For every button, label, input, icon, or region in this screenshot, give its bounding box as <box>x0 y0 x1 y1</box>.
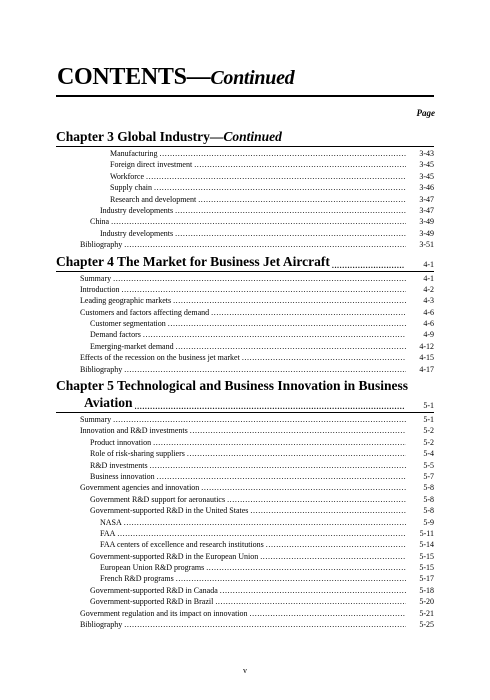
title-continued: Continued <box>210 67 295 89</box>
toc-entry-label: Supply chain <box>110 183 152 193</box>
toc-entry-label: Government-supported R&D in Brazil <box>90 597 214 607</box>
toc-entry <box>56 437 434 448</box>
toc-entry <box>56 619 434 630</box>
page-column-heading: Page <box>416 108 435 118</box>
chapter-4-page: 4-1 <box>423 259 434 269</box>
dot-leader <box>201 482 406 493</box>
toc-entry-page: 5-15 <box>419 563 434 573</box>
dot-leader <box>154 182 406 193</box>
toc-entry-label: Government R&D support for aeronautics <box>90 494 226 504</box>
toc-entry-label: NASA <box>100 517 122 527</box>
toc-entry <box>56 318 434 329</box>
toc-entry <box>56 505 434 516</box>
toc-entry-page: 5-8 <box>423 506 434 516</box>
toc-entry-label: Customer segmentation <box>90 319 166 329</box>
dot-leader <box>176 573 406 584</box>
toc-entry-label: Government-supported R&D in the European Union <box>90 551 259 561</box>
chapter-5-page: 5-1 <box>423 401 434 411</box>
chapter-5-rule <box>56 412 434 413</box>
toc-entry-label: Government agencies and innovation <box>80 483 200 493</box>
toc-entry <box>56 148 434 159</box>
toc-entry <box>56 482 434 493</box>
dot-leader <box>153 437 406 448</box>
toc-entries <box>56 126 434 630</box>
dot-leader <box>332 262 404 270</box>
toc-entry-page: 3-47 <box>419 194 434 204</box>
toc-entry <box>56 448 434 459</box>
toc-entry-label: Manufacturing <box>110 148 158 158</box>
footer-page-number: v <box>243 666 247 675</box>
dot-leader <box>260 551 406 562</box>
title-rule <box>56 95 434 97</box>
chapter-5-heading <box>56 394 434 411</box>
toc-entry-page: 4-6 <box>423 319 434 329</box>
toc-entry-page: 5-25 <box>419 620 434 630</box>
chapter-5-entries <box>56 414 434 630</box>
dot-leader <box>135 403 404 411</box>
chapter-4-entries <box>56 273 434 376</box>
dot-leader <box>124 239 406 250</box>
toc-entry-label: Business innovation <box>90 471 155 481</box>
toc-entry-label: Product innovation <box>90 437 152 447</box>
dot-leader <box>122 284 406 295</box>
toc-entry-page: 3-49 <box>419 217 434 227</box>
dot-leader <box>211 307 406 318</box>
dot-leader <box>124 364 406 375</box>
dot-leader <box>146 171 406 182</box>
dot-leader <box>143 329 406 340</box>
toc-entry-page: 5-7 <box>423 471 434 481</box>
toc-entry <box>56 494 434 505</box>
toc-entry <box>56 562 434 573</box>
toc-entry-page: 5-21 <box>419 608 434 618</box>
toc-entry-label: Emerging-market demand <box>90 341 174 351</box>
toc-entry <box>56 273 434 284</box>
toc-entry-label: French R&D programs <box>100 574 174 584</box>
toc-entry <box>56 307 434 318</box>
dot-leader <box>176 341 406 352</box>
dot-leader <box>266 539 406 550</box>
toc-entry-page: 4-3 <box>423 296 434 306</box>
toc-entry-page: 4-1 <box>423 273 434 283</box>
toc-entry <box>56 228 434 239</box>
toc-entry-page: 3-51 <box>419 240 434 250</box>
toc-entry-label: Summary <box>80 415 112 425</box>
toc-entry-page: 5-11 <box>419 528 434 538</box>
toc-entry-label: Innovation and R&D investments <box>80 426 188 436</box>
dot-leader <box>190 425 406 436</box>
toc-entry-page: 5-8 <box>423 494 434 504</box>
toc-entry-page: 4-12 <box>419 341 434 351</box>
chapter-3-label: Chapter 3 Global Industry—Continued <box>56 129 282 144</box>
toc-entry <box>56 295 434 306</box>
toc-entry <box>56 528 434 539</box>
toc-entry-page: 5-15 <box>419 551 434 561</box>
toc-entry-page: 3-43 <box>419 148 434 158</box>
dot-leader <box>187 448 406 459</box>
dot-leader <box>250 608 406 619</box>
toc-entry-label: Government regulation and its impact on innovation <box>80 608 248 618</box>
toc-entry <box>56 205 434 216</box>
toc-entry <box>56 608 434 619</box>
toc-entry-page: 4-2 <box>423 284 434 294</box>
toc-entry-label: FAA centers of excellence and research institutions <box>100 540 264 550</box>
toc-entry-label: Leading geographic markets <box>80 296 172 306</box>
dot-leader <box>157 471 406 482</box>
toc-entry <box>56 471 434 482</box>
dot-leader <box>242 352 406 363</box>
dot-leader <box>150 460 406 471</box>
dot-leader <box>168 318 406 329</box>
toc-entry-page: 5-20 <box>419 597 434 607</box>
toc-entry-label: Industry developments <box>100 205 174 215</box>
toc-entry <box>56 460 434 471</box>
toc-entry-label: Summary <box>80 273 112 283</box>
toc-entry-label: Government-supported R&D in the United States <box>90 506 249 516</box>
dot-leader <box>175 228 406 239</box>
dot-leader <box>113 273 406 284</box>
chapter-3-entries <box>56 148 434 251</box>
chapter-4-label: Chapter 4 The Market for Business Jet Aircraft <box>56 253 330 269</box>
toc-entry-label: Industry developments <box>100 228 174 238</box>
dot-leader <box>206 562 406 573</box>
toc-entry <box>56 159 434 170</box>
toc-entry <box>56 171 434 182</box>
toc-entry-label: Bibliography <box>80 620 123 630</box>
toc-entry-label: Customers and factors affecting demand <box>80 307 210 317</box>
toc-entry <box>56 539 434 550</box>
toc-entry-page: 5-4 <box>423 449 434 459</box>
toc-entry-page: 5-5 <box>423 460 434 470</box>
title-main: CONTENTS— <box>57 64 211 90</box>
toc-entry-page: 5-9 <box>423 517 434 527</box>
toc-entry-page: 3-49 <box>419 228 434 238</box>
dot-leader <box>160 148 406 159</box>
toc-entry-page: 3-47 <box>419 205 434 215</box>
toc-entry-label: Foreign direct investment <box>110 160 193 170</box>
toc-entry-page: 5-1 <box>423 415 434 425</box>
dot-leader <box>215 596 406 607</box>
toc-entry <box>56 352 434 363</box>
toc-entry-label: Workforce <box>110 171 145 181</box>
toc-entry-label: R&D investments <box>90 460 148 470</box>
toc-entry <box>56 284 434 295</box>
dot-leader <box>220 585 406 596</box>
page-title <box>57 64 294 91</box>
toc-entry <box>56 551 434 562</box>
toc-entry <box>56 341 434 352</box>
toc-entry-page: 5-14 <box>419 540 434 550</box>
toc-entry-label: Introduction <box>80 284 120 294</box>
toc-entry-page: 3-45 <box>419 160 434 170</box>
toc-entry <box>56 596 434 607</box>
toc-entry-page: 5-2 <box>423 426 434 436</box>
chapter-3-heading <box>56 128 434 145</box>
toc-entry-page: 5-18 <box>419 585 434 595</box>
chapter-5-label-line1: Chapter 5 Technological and Business Innovation in Business <box>56 378 408 394</box>
dot-leader <box>227 494 406 505</box>
toc-entry-page: 4-6 <box>423 307 434 317</box>
dot-leader <box>173 295 406 306</box>
toc-entry <box>56 182 434 193</box>
toc-entry-page: 3-46 <box>419 183 434 193</box>
toc-entry <box>56 517 434 528</box>
dot-leader <box>250 505 406 516</box>
chapter-5-label-line2: Aviation <box>84 395 133 411</box>
toc-entry-label: China <box>90 217 110 227</box>
toc-entry-label: Research and development <box>110 194 197 204</box>
toc-entry-label: FAA <box>100 528 116 538</box>
toc-entry <box>56 194 434 205</box>
toc-entry-label: Bibliography <box>80 240 123 250</box>
toc-entry-label: Government-supported R&D in Canada <box>90 585 218 595</box>
dot-leader <box>124 517 406 528</box>
dot-leader <box>124 619 406 630</box>
toc-entry-page: 4-15 <box>419 353 434 363</box>
chapter-4-heading <box>56 253 434 270</box>
dot-leader <box>111 216 406 227</box>
toc-entry-page: 5-2 <box>423 437 434 447</box>
toc-entry-label: Effects of the recession on the business jet market <box>80 353 240 363</box>
dot-leader <box>117 528 406 539</box>
dot-leader <box>194 159 406 170</box>
toc-entry-label: Demand factors <box>90 330 141 340</box>
toc-entry <box>56 574 434 585</box>
toc-entry <box>56 239 434 250</box>
toc-entry <box>56 329 434 340</box>
toc-entry-page: 4-9 <box>423 330 434 340</box>
toc-entry-page: 5-17 <box>419 574 434 584</box>
toc-entry <box>56 414 434 425</box>
toc-entry-label: European Union R&D programs <box>100 563 205 573</box>
toc-entry <box>56 425 434 436</box>
toc-entry-page: 5-8 <box>423 483 434 493</box>
toc-entry-label: Role of risk-sharing suppliers <box>90 449 185 459</box>
dot-leader <box>198 194 406 205</box>
toc-entry <box>56 216 434 227</box>
chapter-4-rule <box>56 271 434 272</box>
toc-entry-page: 4-17 <box>419 364 434 374</box>
dot-leader <box>175 205 406 216</box>
toc-entry <box>56 364 434 375</box>
chapter-3-rule <box>56 146 434 147</box>
toc-entry <box>56 585 434 596</box>
toc-entry-page: 3-45 <box>419 171 434 181</box>
dot-leader <box>113 414 406 425</box>
toc-entry-label: Bibliography <box>80 364 123 374</box>
